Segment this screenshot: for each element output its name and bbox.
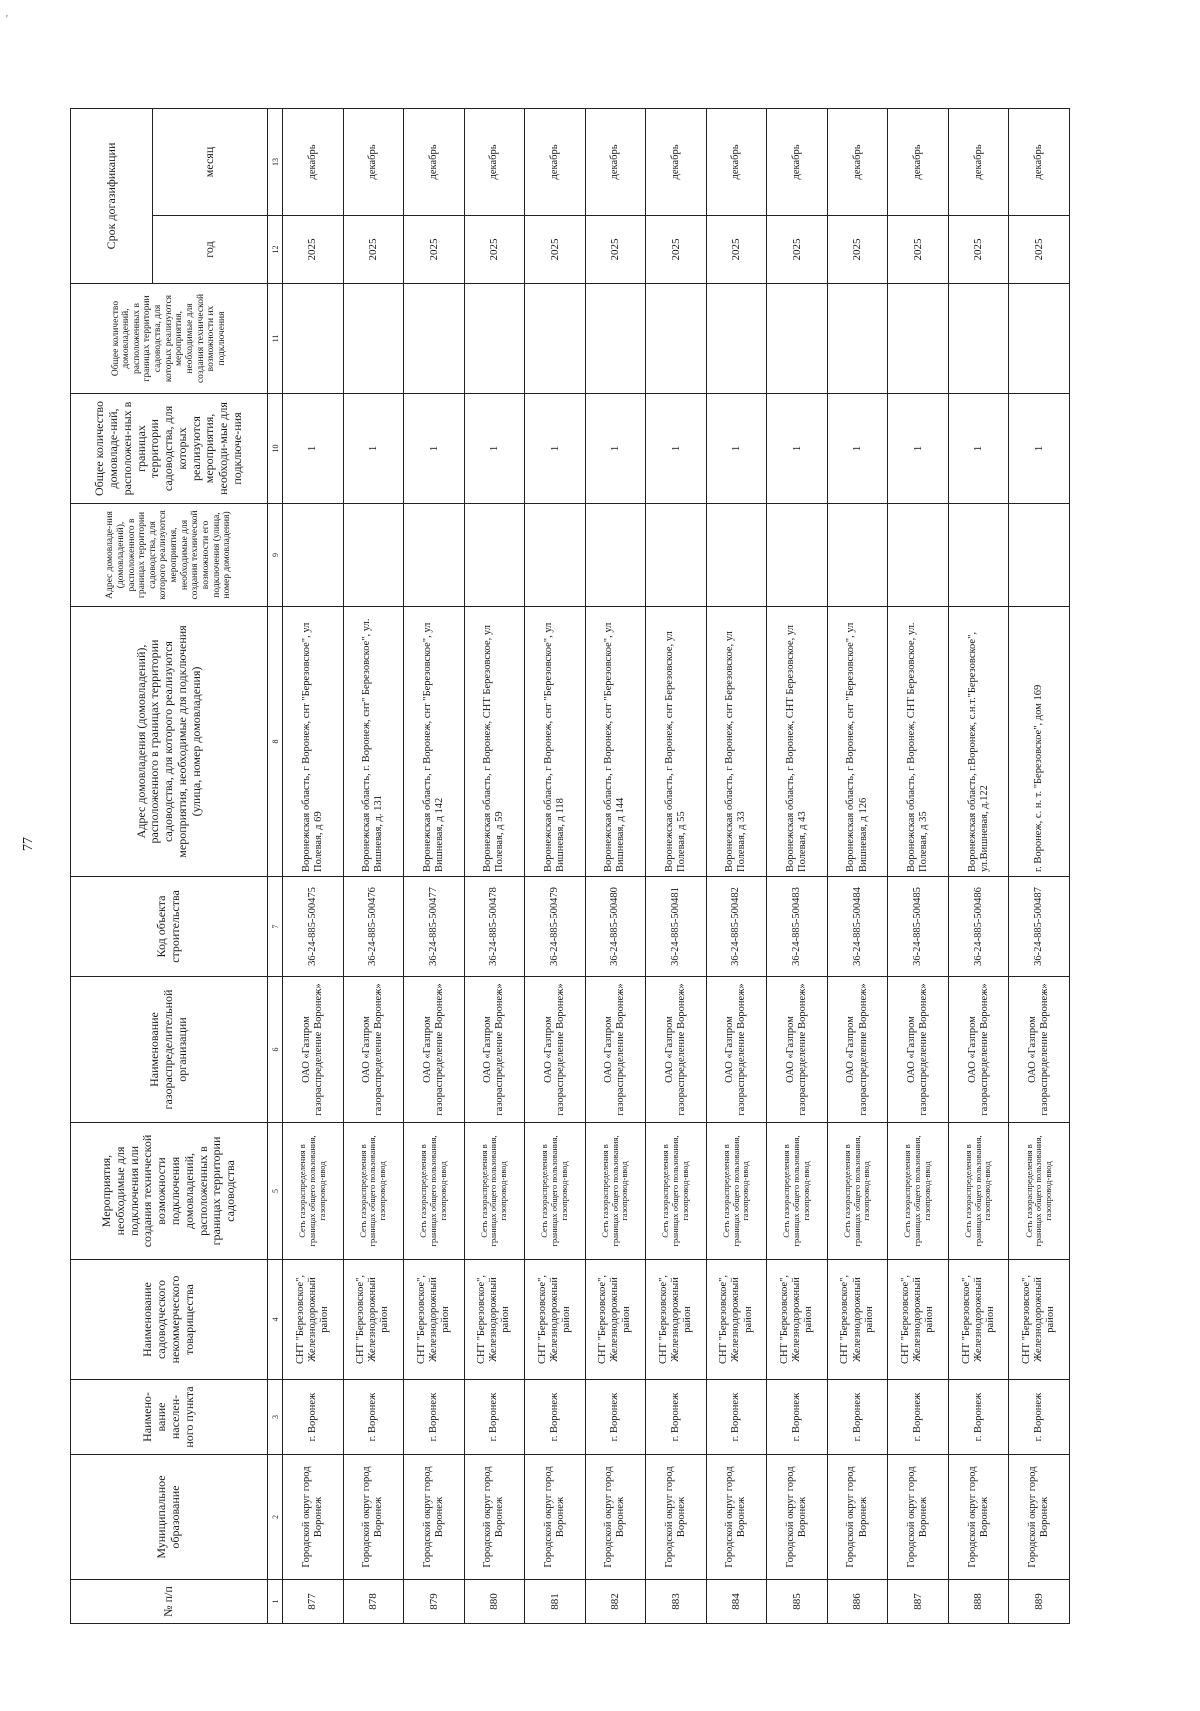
header-address-connection: Адрес домовладения (домовладений), расположенного в границах территории садоводства, для которого реализуются мероприятия, необходимые для подключения (улица, номер домовладения) [71, 607, 268, 877]
object-code-cell: 36-24-885-500476 [343, 877, 404, 977]
address-cell: Воронежская область, г. Воронеж, снт" Березовское", ул. Вишневая, д. 131 [343, 607, 404, 877]
year-cell: 2025 [706, 216, 767, 284]
year-cell: 2025 [585, 216, 646, 284]
table-row [525, 108, 586, 1623]
municipality-cell: Городской округ город Воронеж [343, 1455, 404, 1580]
header-count-connection: Общее количество домовладе-ний, расположен-ных в границах территории садоводства, для которых реализуются мероприятия, необходи-мые для подключе-ния [71, 394, 268, 504]
year-cell: 2025 [767, 216, 828, 284]
address-technical-cell [464, 504, 525, 607]
count-technical-cell [343, 284, 404, 394]
settlement-cell: г. Воронеж [646, 1380, 707, 1455]
count-technical-cell [827, 284, 888, 394]
gas-org-cell: ОАО «Газпром газораспределение Воронеж» [404, 977, 465, 1123]
snt-cell: СНТ "Березовское", Железнодорожный район [706, 1260, 767, 1380]
header-snt: Наименование садоводческого некоммерческого товарищества [71, 1260, 268, 1380]
address-technical-cell [525, 504, 586, 607]
gas-org-cell: ОАО «Газпром газораспределение Воронеж» [525, 977, 586, 1123]
month-cell: декабрь [948, 108, 1009, 215]
month-cell: декабрь [343, 108, 404, 215]
address-technical-cell [706, 504, 767, 607]
address-technical-cell [827, 504, 888, 607]
gas-org-cell: ОАО «Газпром газораспределение Воронеж» [585, 977, 646, 1123]
count-technical-cell [767, 284, 828, 394]
measures-cell: Сеть газораспределения в границах общего пользования, газопровод-ввод [525, 1123, 586, 1260]
month-cell: декабрь [585, 108, 646, 215]
snt-cell: СНТ "Березовское", Железнодорожный район [343, 1260, 404, 1380]
measures-cell: Сеть газораспределения в границах общего пользования, газопровод-ввод [888, 1123, 949, 1260]
count-technical-cell [888, 284, 949, 394]
header-month: месяц [153, 108, 268, 215]
year-cell: 2025 [283, 216, 344, 284]
municipality-cell: Городской округ город Воронеж [525, 1455, 586, 1580]
row-number: 879 [404, 1580, 465, 1624]
count-technical-cell [948, 284, 1009, 394]
year-cell: 2025 [827, 216, 888, 284]
column-number: 1 [268, 1580, 283, 1624]
row-number: 881 [525, 1580, 586, 1624]
count-cell: 1 [525, 394, 586, 504]
month-cell: декабрь [283, 108, 344, 215]
column-number: 5 [268, 1123, 283, 1260]
header-object-code: Код объекта строительства [71, 877, 268, 977]
row-number: 886 [827, 1580, 888, 1624]
address-technical-cell [1009, 504, 1070, 607]
column-number: 12 [268, 216, 283, 284]
count-technical-cell [283, 284, 344, 394]
settlement-cell: г. Воронеж [888, 1380, 949, 1455]
column-number: 6 [268, 977, 283, 1123]
table-rotator [70, 109, 1070, 1624]
column-number: 9 [268, 504, 283, 607]
page-number: 77 [21, 837, 36, 851]
year-cell: 2025 [948, 216, 1009, 284]
gas-org-cell: ОАО «Газпром газораспределение Воронеж» [283, 977, 344, 1123]
count-cell: 1 [888, 394, 949, 504]
municipality-cell: Городской округ город Воронеж [404, 1455, 465, 1580]
municipality-cell: Городской округ город Воронеж [888, 1455, 949, 1580]
table-landscape [70, 109, 1070, 1624]
address-cell: Воронежская область, г Воронеж, снт Березовское, ул Полевая, д 55 [646, 607, 707, 877]
settlement-cell: г. Воронеж [948, 1380, 1009, 1455]
table-row [343, 108, 404, 1623]
measures-cell: Сеть газораспределения в границах общего пользования, газопровод-ввод [464, 1123, 525, 1260]
header-municipality: Муниципальное образование [71, 1455, 268, 1580]
gas-org-cell: ОАО «Газпром газораспределение Воронеж» [948, 977, 1009, 1123]
row-number: 880 [464, 1580, 525, 1624]
address-cell: г. Воронеж, с. н. т. "Березовское", дом 169 [1009, 607, 1070, 877]
column-number: 7 [268, 877, 283, 977]
count-technical-cell [404, 284, 465, 394]
count-cell: 1 [1009, 394, 1070, 504]
count-technical-cell [706, 284, 767, 394]
month-cell: декабрь [404, 108, 465, 215]
row-number: 883 [646, 1580, 707, 1624]
snt-cell: СНТ "Березовское", Железнодорожный район [948, 1260, 1009, 1380]
object-code-cell: 36-24-885-500483 [767, 877, 828, 977]
table-row [888, 108, 949, 1623]
table-row [585, 108, 646, 1623]
address-technical-cell [404, 504, 465, 607]
corner-mark: ' [6, 14, 8, 25]
header-settlement: Наимено-вание населен-ного пункта [71, 1380, 268, 1455]
count-cell: 1 [464, 394, 525, 504]
object-code-cell: 36-24-885-500482 [706, 877, 767, 977]
municipality-cell: Городской округ город Воронеж [1009, 1455, 1070, 1580]
month-cell: декабрь [888, 108, 949, 215]
count-technical-cell [464, 284, 525, 394]
snt-cell: СНТ "Березовское", Железнодорожный район [283, 1260, 344, 1380]
address-cell: Воронежская область, г Воронеж, СНТ Березовское, ул. Полевая, д 35 [888, 607, 949, 877]
settlement-cell: г. Воронеж [827, 1380, 888, 1455]
gasification-table [70, 108, 1070, 1624]
count-cell: 1 [767, 394, 828, 504]
municipality-cell: Городской округ город Воронеж [646, 1455, 707, 1580]
snt-cell: СНТ "Березовское", Железнодорожный район [464, 1260, 525, 1380]
address-cell: Воронежская область, г Воронеж, снт "Березовское", ул Вишневая, д 126 [827, 607, 888, 877]
municipality-cell: Городской округ город Воронеж [283, 1455, 344, 1580]
address-technical-cell [948, 504, 1009, 607]
settlement-cell: г. Воронеж [464, 1380, 525, 1455]
row-number: 877 [283, 1580, 344, 1624]
table-row [646, 108, 707, 1623]
gas-org-cell: ОАО «Газпром газораспределение Воронеж» [706, 977, 767, 1123]
snt-cell: СНТ "Березовское", Железнодорожный район [646, 1260, 707, 1380]
snt-cell: СНТ "Березовское", Железнодорожный район [767, 1260, 828, 1380]
address-technical-cell [888, 504, 949, 607]
address-technical-cell [343, 504, 404, 607]
settlement-cell: г. Воронеж [767, 1380, 828, 1455]
row-number: 882 [585, 1580, 646, 1624]
table-row [404, 108, 465, 1623]
address-technical-cell [767, 504, 828, 607]
measures-cell: Сеть газораспределения в границах общего пользования, газопровод-ввод [827, 1123, 888, 1260]
month-cell: декабрь [646, 108, 707, 215]
column-numbers-row [268, 108, 283, 1623]
object-code-cell: 36-24-885-500475 [283, 877, 344, 977]
measures-cell: Сеть газораспределения в границах общего пользования, газопровод-ввод [283, 1123, 344, 1260]
count-cell: 1 [585, 394, 646, 504]
count-technical-cell [1009, 284, 1070, 394]
year-cell: 2025 [888, 216, 949, 284]
month-cell: декабрь [1009, 108, 1070, 215]
year-cell: 2025 [525, 216, 586, 284]
object-code-cell: 36-24-885-500484 [827, 877, 888, 977]
table-row [283, 108, 344, 1623]
table-row [948, 108, 1009, 1623]
count-cell: 1 [404, 394, 465, 504]
measures-cell: Сеть газораспределения в границах общего пользования, газопровод-ввод [343, 1123, 404, 1260]
object-code-cell: 36-24-885-500478 [464, 877, 525, 977]
count-technical-cell [646, 284, 707, 394]
header-measures: Мероприятия, необходимые для подключения или создания технической возможности подключения домовладений, расположенных в границах территории садоводства [71, 1123, 268, 1260]
snt-cell: СНТ "Березовское", Железнодорожный район [404, 1260, 465, 1380]
month-cell: декабрь [827, 108, 888, 215]
address-technical-cell [585, 504, 646, 607]
object-code-cell: 36-24-885-500487 [1009, 877, 1070, 977]
gas-org-cell: ОАО «Газпром газораспределение Воронеж» [1009, 977, 1070, 1123]
row-number: 887 [888, 1580, 949, 1624]
settlement-cell: г. Воронеж [706, 1380, 767, 1455]
count-cell: 1 [948, 394, 1009, 504]
month-cell: декабрь [706, 108, 767, 215]
header-gas-org: Наименование газораспределительной организации [71, 977, 268, 1123]
gas-org-cell: ОАО «Газпром газораспределение Воронеж» [888, 977, 949, 1123]
snt-cell: СНТ "Березовское", Железнодорожный район [525, 1260, 586, 1380]
snt-cell: СНТ "Березовское", Железнодорожный район [827, 1260, 888, 1380]
snt-cell: СНТ "Березовское", Железнодорожный район [1009, 1260, 1070, 1380]
settlement-cell: г. Воронеж [1009, 1380, 1070, 1455]
address-cell: Воронежская область, г Воронеж, снт "Березовское", ул Вишневая, д 118 [525, 607, 586, 877]
address-cell: Воронежская область, г Воронеж, снт Березовское, ул Полевая, д 33 [706, 607, 767, 877]
address-cell: Воронежская область, г Воронеж, СНТ Березовское, ул Полевая, д 59 [464, 607, 525, 877]
header-count-technical: Общее количество домовладений, расположенных в границах территории садоводства, для которых реализуются мероприятия, необходимые для создания технической возможности их подключения [71, 284, 268, 394]
row-number: 888 [948, 1580, 1009, 1624]
municipality-cell: Городской округ город Воронеж [585, 1455, 646, 1580]
year-cell: 2025 [343, 216, 404, 284]
header-year: год [153, 216, 268, 284]
settlement-cell: г. Воронеж [525, 1380, 586, 1455]
column-number: 13 [268, 108, 283, 215]
object-code-cell: 36-24-885-500480 [585, 877, 646, 977]
count-cell: 1 [706, 394, 767, 504]
column-number: 2 [268, 1455, 283, 1580]
settlement-cell: г. Воронеж [585, 1380, 646, 1455]
measures-cell: Сеть газораспределения в границах общего пользования, газопровод-ввод [706, 1123, 767, 1260]
measures-cell: Сеть газораспределения в границах общего пользования, газопровод-ввод [767, 1123, 828, 1260]
table-row [767, 108, 828, 1623]
count-cell: 1 [343, 394, 404, 504]
snt-cell: СНТ "Березовское", Железнодорожный район [888, 1260, 949, 1380]
header-num: № п/п [71, 1580, 268, 1624]
row-number: 885 [767, 1580, 828, 1624]
object-code-cell: 36-24-885-500477 [404, 877, 465, 977]
header-address-technical: Адрес домовладе-ния (домовладений), расположенного в границах территории садоводства, для которого реализуются мероприятия, необходимые для создания технической возможности его подключения (улица, номер домовладения) [71, 504, 268, 607]
count-cell: 1 [646, 394, 707, 504]
month-cell: декабрь [464, 108, 525, 215]
municipality-cell: Городской округ город Воронеж [827, 1455, 888, 1580]
row-number: 878 [343, 1580, 404, 1624]
measures-cell: Сеть газораспределения в границах общего пользования, газопровод-ввод [585, 1123, 646, 1260]
municipality-cell: Городской округ город Воронеж [706, 1455, 767, 1580]
count-technical-cell [585, 284, 646, 394]
header-deadline: Срок догазификации [71, 108, 153, 283]
municipality-cell: Городской округ город Воронеж [464, 1455, 525, 1580]
measures-cell: Сеть газораспределения в границах общего пользования, газопровод-ввод [1009, 1123, 1070, 1260]
object-code-cell: 36-24-885-500485 [888, 877, 949, 977]
count-technical-cell [525, 284, 586, 394]
month-cell: декабрь [525, 108, 586, 215]
month-cell: декабрь [767, 108, 828, 215]
settlement-cell: г. Воронеж [404, 1380, 465, 1455]
object-code-cell: 36-24-885-500481 [646, 877, 707, 977]
gas-org-cell: ОАО «Газпром газораспределение Воронеж» [767, 977, 828, 1123]
address-cell: Воронежская область, г Воронеж, снт "Березовское", ул Полевая, д 69 [283, 607, 344, 877]
object-code-cell: 36-24-885-500479 [525, 877, 586, 977]
row-number: 889 [1009, 1580, 1070, 1624]
year-cell: 2025 [464, 216, 525, 284]
measures-cell: Сеть газораспределения в границах общего пользования, газопровод-ввод [948, 1123, 1009, 1260]
table-row [1009, 108, 1070, 1623]
address-cell: Воронежская область, г Воронеж, снт "Березовское", ул Вишневая, д 142 [404, 607, 465, 877]
count-cell: 1 [283, 394, 344, 504]
measures-cell: Сеть газораспределения в границах общего пользования, газопровод-ввод [404, 1123, 465, 1260]
measures-cell: Сеть газораспределения в границах общего пользования, газопровод-ввод [646, 1123, 707, 1260]
count-cell: 1 [827, 394, 888, 504]
gas-org-cell: ОАО «Газпром газораспределение Воронеж» [464, 977, 525, 1123]
gas-org-cell: ОАО «Газпром газораспределение Воронеж» [646, 977, 707, 1123]
table-row [827, 108, 888, 1623]
column-number: 10 [268, 394, 283, 504]
column-number: 11 [268, 284, 283, 394]
settlement-cell: г. Воронеж [343, 1380, 404, 1455]
address-technical-cell [646, 504, 707, 607]
table-row [706, 108, 767, 1623]
year-cell: 2025 [1009, 216, 1070, 284]
object-code-cell: 36-24-885-500486 [948, 877, 1009, 977]
address-cell: Воронежская область, г Воронеж, СНТ Березовское, ул Полевая, д 43 [767, 607, 828, 877]
snt-cell: СНТ "Березовское", Железнодорожный район [585, 1260, 646, 1380]
column-number: 4 [268, 1260, 283, 1380]
gas-org-cell: ОАО «Газпром газораспределение Воронеж» [343, 977, 404, 1123]
municipality-cell: Городской округ город Воронеж [948, 1455, 1009, 1580]
address-cell: Воронежская область, г Воронеж, снт "Березовское", ул Вишневая, д 144 [585, 607, 646, 877]
gas-org-cell: ОАО «Газпром газораспределение Воронеж» [827, 977, 888, 1123]
table-row [464, 108, 525, 1623]
column-number: 8 [268, 607, 283, 877]
year-cell: 2025 [646, 216, 707, 284]
municipality-cell: Городской округ город Воронеж [767, 1455, 828, 1580]
year-cell: 2025 [404, 216, 465, 284]
row-number: 884 [706, 1580, 767, 1624]
table-body [283, 108, 1070, 1623]
column-number: 3 [268, 1380, 283, 1455]
address-cell: Воронежская область, г.Воронеж, с.н.т."Березовское", ул.Вишневая, д.122 [948, 607, 1009, 877]
settlement-cell: г. Воронеж [283, 1380, 344, 1455]
address-technical-cell [283, 504, 344, 607]
